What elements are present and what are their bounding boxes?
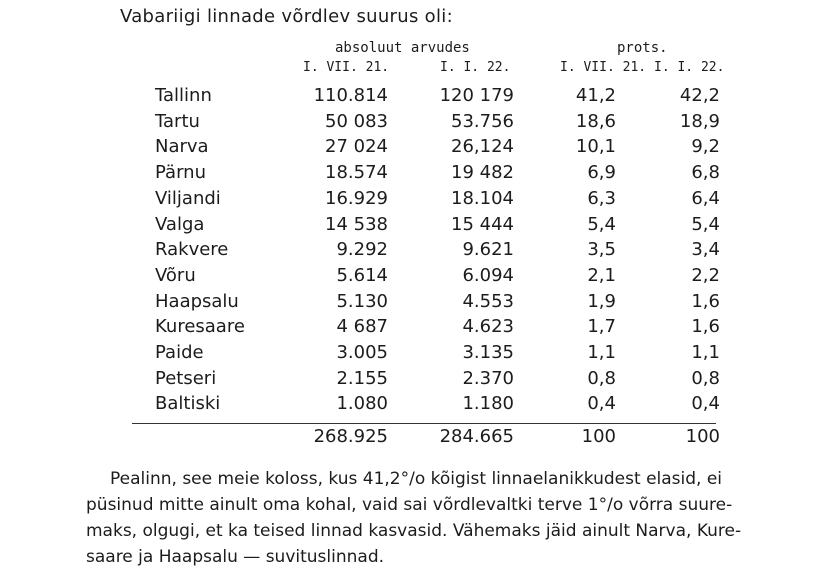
paragraph-line: saare ja Haapsalu — suvituslinnad.: [86, 547, 385, 567]
pct-1922-cell: 0,8: [691, 367, 720, 389]
table-row: [0, 368, 840, 394]
pct-1921-cell: 18,6: [575, 110, 616, 132]
table-row: [0, 85, 840, 111]
pct-1922-cell: 6,8: [691, 162, 720, 184]
header-percent-group: prots.: [617, 40, 668, 56]
abs-1921-cell: 27 024: [325, 136, 388, 158]
pct-1922-cell: 1,6: [691, 290, 720, 312]
total-pct-1922: 100: [685, 426, 720, 447]
header-date-pct-1921: I. VII. 21.: [560, 60, 647, 75]
city-name: Baltiski: [155, 393, 221, 415]
abs-1922-cell: 2.370: [462, 367, 514, 389]
pct-1922-cell: 1,6: [691, 316, 720, 338]
abs-1921-cell: 9.292: [336, 239, 388, 261]
table-row: [0, 136, 840, 162]
table-row: [0, 111, 840, 137]
city-name: Tallinn: [155, 85, 212, 106]
abs-1922-cell: 15 444: [451, 213, 514, 235]
pct-1921-cell: 10,1: [575, 136, 616, 158]
paragraph-line: maks, olgugi, et ka teised linnad kasvasid. Vähemaks jäid ainult Narva, Kure-: [86, 521, 742, 541]
pct-1921-cell: 1,9: [587, 290, 616, 312]
pct-1922-cell: 1,1: [691, 342, 720, 363]
header-date-pct-1922: I. I. 22.: [654, 60, 725, 75]
city-name: Pärnu: [155, 162, 206, 184]
abs-1921-cell: 18.574: [325, 162, 388, 184]
city-name: Haapsalu: [155, 290, 239, 312]
abs-1921-cell: 16.929: [325, 187, 388, 209]
table-row: [0, 214, 840, 240]
pct-1921-cell: 1,1: [587, 342, 616, 363]
abs-1921-cell: 5.130: [336, 290, 388, 312]
city-name: Valga: [155, 213, 205, 235]
header-date-abs-1922: I. I. 22.: [440, 60, 511, 75]
total-abs-1921: 268.925: [313, 426, 388, 447]
pct-1922-cell: 5,4: [691, 213, 720, 235]
city-name: Võru: [155, 264, 196, 286]
abs-1921-cell: 2.155: [336, 367, 388, 389]
table-row: [0, 239, 840, 265]
abs-1922-cell: 120 179: [439, 85, 514, 106]
pct-1921-cell: 6,9: [587, 162, 616, 184]
abs-1921-cell: 1.080: [336, 393, 388, 415]
city-name: Kuresaare: [155, 316, 245, 338]
abs-1921-cell: 4 687: [336, 316, 388, 338]
pct-1922-cell: 42,2: [679, 85, 720, 106]
abs-1921-cell: 110.814: [313, 85, 388, 106]
pct-1921-cell: 0,4: [587, 393, 616, 415]
pct-1921-cell: 2,1: [587, 264, 616, 286]
abs-1922-cell: 6.094: [462, 264, 514, 286]
abs-1921-cell: 14 538: [325, 213, 388, 235]
abs-1922-cell: 4.623: [462, 316, 514, 338]
body-paragraph: [86, 466, 826, 570]
pct-1922-cell: 9,2: [691, 136, 720, 158]
table-row: [0, 393, 840, 419]
abs-1922-cell: 3.135: [462, 342, 514, 363]
abs-1922-cell: 4.553: [462, 290, 514, 312]
table-row: [0, 291, 840, 317]
header-absolute-group: absoluut arvudes: [335, 40, 470, 56]
header-date-abs-1921: I. VII. 21.: [303, 60, 390, 75]
table-row: [0, 342, 840, 368]
abs-1922-cell: 19 482: [451, 162, 514, 184]
totals-row: [0, 426, 840, 452]
pct-1921-cell: 6,3: [587, 187, 616, 209]
pct-1921-cell: 41,2: [575, 85, 616, 106]
total-rule: [132, 423, 716, 424]
abs-1921-cell: 5.614: [336, 264, 388, 286]
abs-1922-cell: 53.756: [451, 110, 514, 132]
pct-1922-cell: 3,4: [691, 239, 720, 261]
city-name: Viljandi: [155, 187, 221, 209]
city-name: Paide: [155, 342, 204, 363]
city-name: Tartu: [155, 110, 200, 132]
abs-1922-cell: 1.180: [462, 393, 514, 415]
total-abs-1922: 284.665: [439, 426, 514, 447]
abs-1922-cell: 18.104: [451, 187, 514, 209]
city-name: Narva: [155, 136, 209, 158]
table-row: [0, 162, 840, 188]
paragraph-line: püsinud mitte ainult oma kohal, vaid sai võrdlevaltki terve 1°/o võrra suure-: [86, 495, 733, 515]
abs-1922-cell: 26,124: [451, 136, 514, 158]
pct-1921-cell: 5,4: [587, 213, 616, 235]
city-name: Rakvere: [155, 239, 229, 261]
city-name: Petseri: [155, 367, 217, 389]
paragraph-line: Pealinn, see meie koloss, kus 41,2°/o kõigist linnaelanikkudest elasid, ei: [110, 469, 723, 489]
pct-1922-cell: 0,4: [691, 393, 720, 415]
abs-1921-cell: 50 083: [325, 110, 388, 132]
pct-1922-cell: 6,4: [691, 187, 720, 209]
pct-1922-cell: 18,9: [679, 110, 720, 132]
abs-1922-cell: 9.621: [462, 239, 514, 261]
pct-1921-cell: 0,8: [587, 367, 616, 389]
intro-heading: Vabariigi linnade võrdlev suurus oli:: [120, 6, 453, 27]
pct-1921-cell: 1,7: [587, 316, 616, 338]
pct-1922-cell: 2,2: [691, 264, 720, 286]
table-row: [0, 265, 840, 291]
abs-1921-cell: 3.005: [336, 342, 388, 363]
table-row: [0, 316, 840, 342]
pct-1921-cell: 3,5: [587, 239, 616, 261]
total-pct-1921: 100: [581, 426, 616, 447]
table-row: [0, 188, 840, 214]
